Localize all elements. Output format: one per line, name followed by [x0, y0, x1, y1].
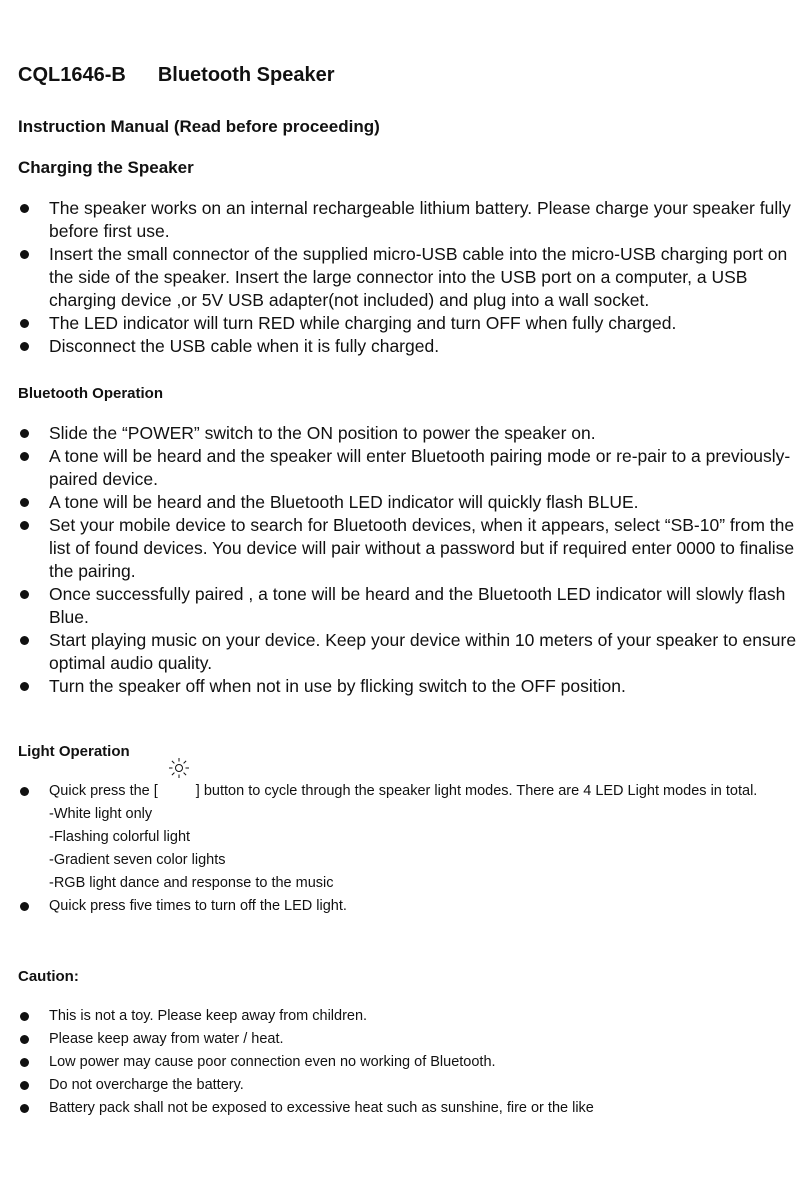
list-item: Quick press five times to turn off the LED light.	[18, 895, 798, 918]
document-title	[18, 64, 335, 87]
bullet-icon	[20, 682, 29, 691]
model-number: CQL1646-B	[18, 64, 126, 86]
caution-heading: Caution:	[18, 968, 79, 985]
manual-heading: Instruction Manual (Read before proceeding)	[18, 117, 380, 136]
bullet-icon	[20, 1035, 29, 1044]
caution-list	[18, 1005, 798, 1120]
list-item: Disconnect the USB cable when it is fully charged.	[18, 335, 798, 358]
product-name: Bluetooth Speaker	[157, 64, 335, 86]
light-button-symbol	[158, 781, 196, 795]
bluetooth-list	[18, 422, 798, 698]
list-item: Do not overcharge the battery.	[18, 1074, 798, 1097]
list-item: Once successfully paired , a tone will be heard and the Bluetooth LED indicator will slowly flash Blue.	[18, 583, 798, 629]
charging-list	[18, 197, 798, 358]
bullet-icon	[20, 498, 29, 507]
list-item: Set your mobile device to search for Bluetooth devices, when it appears, select “SB-10” from the list of found devices. You device will pair without a password but if required enter 0000 to finalise the pairing.	[18, 514, 798, 583]
bullet-icon	[20, 204, 29, 213]
bullet-icon	[20, 250, 29, 259]
bluetooth-heading: Bluetooth Operation	[18, 385, 163, 402]
sun-icon	[168, 757, 190, 779]
bullet-icon	[20, 342, 29, 351]
light-mode: -Flashing colorful light	[49, 829, 191, 845]
light-list	[18, 780, 798, 918]
list-item: Please keep away from water / heat.	[18, 1028, 798, 1051]
bullet-icon	[20, 1081, 29, 1090]
list-item: Start playing music on your device. Keep your device within 10 meters of your speaker to ensure optimal audio quality.	[18, 629, 798, 675]
charging-heading: Charging the Speaker	[18, 158, 194, 177]
bullet-icon	[20, 902, 29, 911]
list-item: Quick press the [ ] button to cycle through the speaker light modes. There are 4 LED Light modes in total. -White light only -Flashing colorful light -Gradient seven color lights -RGB light dance and response to the music	[18, 780, 798, 895]
light-mode: -RGB light dance and response to the music	[49, 875, 334, 891]
list-item: Low power may cause poor connection even no working of Bluetooth.	[18, 1051, 798, 1074]
list-item: A tone will be heard and the speaker will enter Bluetooth pairing mode or re-pair to a previously-paired device.	[18, 445, 798, 491]
bullet-icon	[20, 590, 29, 599]
list-item: The speaker works on an internal rechargeable lithium battery. Please charge your speaker fully before first use.	[18, 197, 798, 243]
light-mode: -White light only	[49, 806, 153, 822]
bullet-icon	[20, 1104, 29, 1113]
list-item: Slide the “POWER” switch to the ON position to power the speaker on.	[18, 422, 798, 445]
bullet-icon	[20, 452, 29, 461]
bullet-icon	[20, 319, 29, 328]
bullet-icon	[20, 1058, 29, 1067]
list-item: A tone will be heard and the Bluetooth LED indicator will quickly flash BLUE.	[18, 491, 798, 514]
light-mode: -Gradient seven color lights	[49, 852, 226, 868]
list-item: Turn the speaker off when not in use by flicking switch to the OFF position.	[18, 675, 798, 698]
bullet-icon	[20, 1012, 29, 1021]
bullet-icon	[20, 429, 29, 438]
bullet-icon	[20, 636, 29, 645]
light-heading: Light Operation	[18, 743, 130, 760]
list-item: This is not a toy. Please keep away from children.	[18, 1005, 798, 1028]
list-item: Insert the small connector of the supplied micro-USB cable into the micro-USB charging port on the side of the speaker. Insert the large connector into the USB port on a computer, a USB charging device ,or 5V USB adapter(not included) and plug into a wall socket.	[18, 243, 798, 312]
list-item: The LED indicator will turn RED while charging and turn OFF when fully charged.	[18, 312, 798, 335]
bullet-icon	[20, 787, 29, 796]
bullet-icon	[20, 521, 29, 530]
list-item: Battery pack shall not be exposed to excessive heat such as sunshine, fire or the like	[18, 1097, 798, 1120]
